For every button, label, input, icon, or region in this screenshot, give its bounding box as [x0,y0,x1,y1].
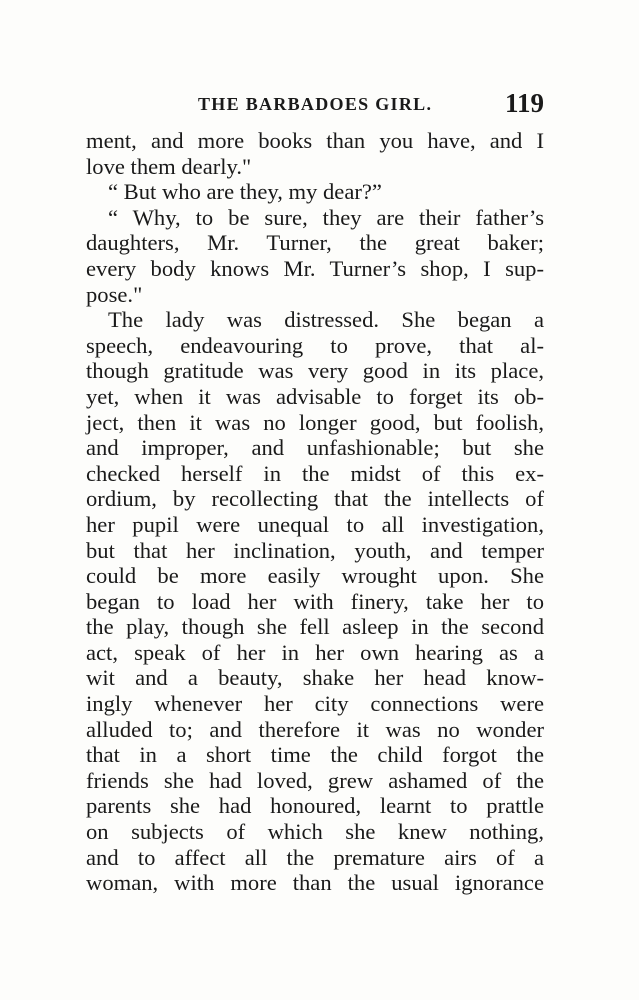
text-line: but that her inclination, youth, and temper [86,537,544,563]
text-line: woman, with more than the usual ignorance [86,870,544,896]
text-line: could be more easily wrought upon. She [86,563,544,589]
text-line: and improper, and unfashionable; but she [86,435,544,461]
text-line: parents she had honoured, learnt to prattle [86,793,544,819]
text-line: ordium, by recollecting that the intellects of [86,486,544,512]
text-line: though gratitude was very good in its place, [86,358,544,384]
text-line: pose." [86,281,143,307]
text-line: and to affect all the premature airs of a [86,844,544,870]
text-line: began to load her with finery, take her to [86,588,544,614]
body-text [86,128,544,896]
text-line: ment, and more books than you have, and I [86,128,544,153]
text-line: that in a short time the child forgot the [86,742,544,768]
text-line: checked herself in the midst of this ex- [86,460,544,486]
text-line: act, speak of her in her own hearing as a [86,639,544,665]
text-line: yet, when it was advisable to forget its ob- [86,383,544,409]
text-line: wit and a beauty, shake her head know- [86,665,544,691]
text-line: The lady was distressed. She began a [108,307,544,333]
text-line: love them dearly." [86,153,252,179]
page-header [86,88,544,124]
text-line: daughters, Mr. Turner, the great baker; [86,230,544,256]
text-line: the play, though she fell asleep in the second [86,614,544,640]
text-line: on subjects of which she knew nothing, [86,819,544,845]
page-number: 119 [504,88,544,118]
text-line: “ But who are they, my dear?” [108,179,382,205]
text-line: speech, endeavouring to prove, that al- [86,332,544,358]
text-line: her pupil were unequal to all investigation, [86,511,544,537]
text-line: alluded to; and therefore it was no wonder [86,716,544,742]
text-line: every body knows Mr. Turner’s shop, I sup- [86,255,544,281]
text-line: “ Why, to be sure, they are their father’s [108,204,544,230]
text-line: friends she had loved, grew ashamed of the [86,767,544,793]
text-line: ject, then it was no longer good, but foolish, [86,409,544,435]
running-title: THE BARBADOES GIRL. [198,94,433,114]
text-line: ingly whenever her city connections were [86,691,544,717]
